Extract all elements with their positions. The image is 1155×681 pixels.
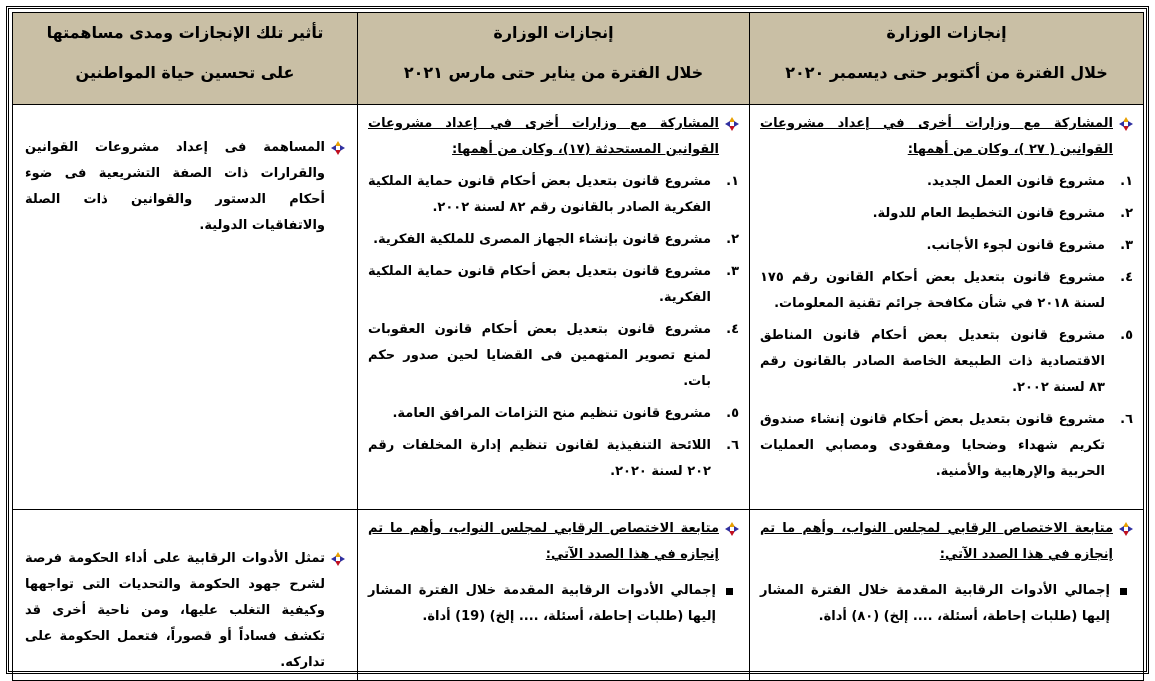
item-number: ٤. [1120,270,1133,285]
oversight-list [760,578,1133,630]
item-number: ٤. [726,322,739,337]
list-item [760,111,1133,163]
item-number: ٥. [1120,328,1133,343]
header-title: إنجازات الوزارة [886,23,1007,42]
arrow-bullet-icon [1119,522,1133,536]
item-text: مشروع قانون بتعديل بعض أحكام القانون رقم ١٧٥ لسنة ٢٠١٨ في شأن مكافحة جرائم تقنية المعلومات. [760,270,1105,311]
arrow-bullet-icon [725,117,739,131]
section-lead: المشاركة مع وزارات أخرى في إعداد مشروعات القوانين المستحدثة (١٧)، وكان من أهمها: [368,116,719,157]
list-item [368,578,739,630]
list-item [760,323,1133,401]
item-number: ٢. [1120,206,1133,221]
header-period: خلال الفترة من أكتوبر حتى ديسمبر ٢٠٢٠ [785,63,1108,82]
item-text: مشروع قانون بتعديل بعض أحكام قانون إنشاء صندوق تكريم شهداء وضحايا ومفقودى ومصابي العمليات الحربية والإرهابية والأمنية. [760,412,1105,479]
list-item [760,265,1133,317]
item-text: مشروع قانون بإنشاء الجهاز المصرى للملكية الفكرية. [373,232,711,247]
item-number: ٣. [1120,238,1133,253]
section-lead: متابعة الاختصاص الرقابي لمجلس النواب، وأهم ما تم إنجازه في هذا الصدد الآتي: [368,521,719,562]
item-text: مشروع قانون تنظيم منح التزامات المرافق العامة. [392,406,711,421]
item-text: مشروع قانون بتعديل بعض أحكام قانون المناطق الاقتصادية ذات الطبيعة الخاصة الصادر بالقانون رقم ٨٣ لسنة ٢٠٠٢. [760,328,1105,395]
cell-oversight-2020 [750,510,1144,681]
laws-list [760,169,1133,485]
list-item [25,546,345,676]
list-item [760,516,1133,568]
impact-text: المساهمة فى إعداد مشروعات القوانين والقرارات ذات الصفة التشريعية فى ضوء أحكام الدستور والقوانين ذات الصلة والاتفاقيات الدولية. [25,140,325,233]
item-text: مشروع قانون التخطيط العام للدولة. [872,206,1105,221]
achievements-table [12,12,1144,681]
list-item [760,407,1133,485]
item-number: ٥. [726,406,739,421]
item-text: اللائحة التنفيذية لقانون تنظيم إدارة المخلفات رقم ٢٠٢ لسنة ٢٠٢٠. [368,438,711,479]
item-number: ٦. [1120,412,1133,427]
item-text: إجمالي الأدوات الرقابية المقدمة خلال الفترة المشار إليها (طلبات إحاطة، أسئلة، .... إلخ) (19) أداة. [368,583,716,624]
item-number: ١. [726,174,739,189]
cell-oversight-impact [13,510,358,681]
header-row [13,13,1144,105]
item-number: ٦. [726,438,739,453]
item-text: مشروع قانون لجوء الأجانب. [926,238,1105,253]
arrow-bullet-icon [331,141,345,155]
list-item [25,135,345,239]
list-item [368,401,739,427]
item-number: ٣. [726,264,739,279]
arrow-bullet-icon [725,522,739,536]
cell-laws-2020 [750,105,1144,510]
list-item [760,578,1133,630]
list-item [760,233,1133,259]
list-item [760,201,1133,227]
square-bullet-icon [726,588,733,595]
arrow-bullet-icon [1119,117,1133,131]
list-item [368,111,739,163]
header-title: تأثير تلك الإنجازات ومدى مساهمتها [46,23,324,42]
table-row-oversight [13,510,1144,681]
list-item [368,169,739,221]
cell-laws-2021 [358,105,750,510]
item-number: ١. [1120,174,1133,189]
cell-laws-impact [13,105,358,510]
item-text: مشروع قانون بتعديل بعض أحكام قانون حماية الملكية الفكرية. [368,264,711,305]
cell-oversight-2021 [358,510,750,681]
header-title: إنجازات الوزارة [493,23,614,42]
square-bullet-icon [1120,588,1127,595]
arrow-bullet-icon [331,552,345,566]
section-lead: المشاركة مع وزارات أخرى في إعداد مشروعات القوانين ( ٢٧ )، وكان من أهمها: [760,116,1113,157]
header-period: خلال الفترة من يناير حتى مارس ٢٠٢١ [403,63,704,82]
item-text: مشروع قانون بتعديل بعض أحكام قانون حماية الملكية الفكرية الصادر بالقانون رقم ٨٢ لسنة ٢٠٠٢. [368,174,711,215]
list-item [368,227,739,253]
list-item [760,169,1133,195]
item-text: مشروع قانون العمل الجديد. [927,174,1105,189]
header-subtitle: على تحسين حياة المواطنين [75,63,295,82]
header-impact [13,13,358,105]
table-row-laws [13,105,1144,510]
oversight-list [368,578,739,630]
section-lead: متابعة الاختصاص الرقابي لمجلس النواب، وأهم ما تم إنجازه في هذا الصدد الآتي: [760,521,1113,562]
list-item [368,433,739,485]
list-item [368,259,739,311]
list-item [368,516,739,568]
item-number: ٢. [726,232,739,247]
impact-text: تمثل الأدوات الرقابية على أداء الحكومة فرصة لشرح جهود الحكومة والتحديات التى تواجهها وكيفية التغلب عليها، ومن ناحية أخرى قد تكشف فساداً أو قصوراً، فتعمل الحكومة على تداركه. [25,551,325,670]
header-jan-mar-2021 [358,13,750,105]
item-text: إجمالي الأدوات الرقابية المقدمة خلال الفترة المشار إليها (طلبات إحاطة، أسئلة، .... إلخ) (٨٠) أداة. [760,583,1110,624]
list-item [368,317,739,395]
header-oct-dec-2020 [750,13,1144,105]
item-text: مشروع قانون بتعديل بعض أحكام قانون العقوبات لمنع تصوير المتهمين فى القضايا لحين صدور حكم بات. [368,322,711,389]
laws-list [368,169,739,485]
